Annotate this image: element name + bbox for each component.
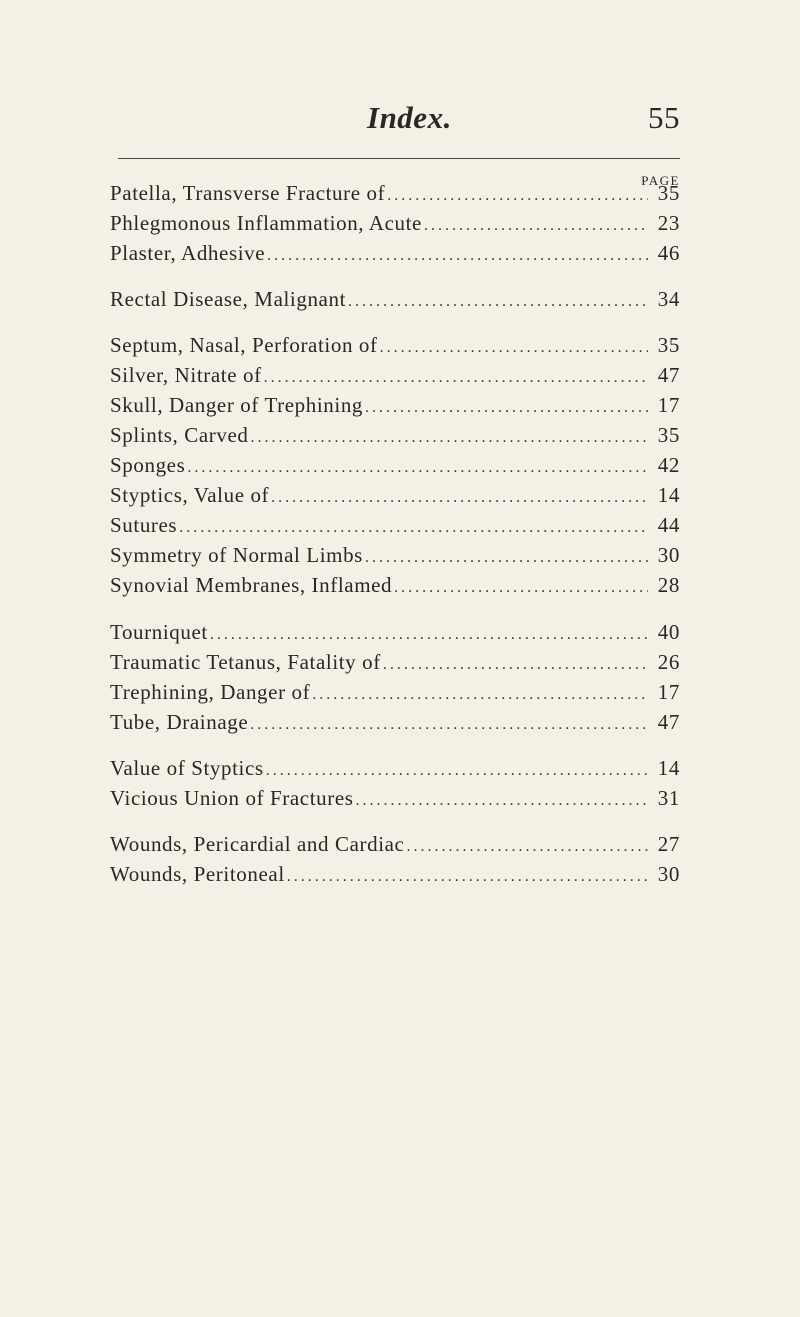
header-rule: [118, 158, 680, 159]
entry-name: Trephining, Danger of: [110, 680, 311, 704]
index-entry: [110, 710, 680, 740]
dot-leader: [264, 369, 648, 387]
dot-leader: [179, 519, 648, 537]
index-entry: [110, 862, 680, 892]
entry-page: 17: [657, 393, 680, 417]
dot-leader: [266, 762, 648, 780]
dot-leader: [210, 626, 648, 644]
dot-leader: [312, 686, 648, 704]
entry-page: 14: [657, 756, 680, 780]
index-entry: [110, 181, 680, 211]
entry-page: 35: [657, 333, 680, 357]
entry-page: 30: [657, 862, 680, 886]
dot-leader: [365, 399, 648, 417]
entry-page: 46: [657, 241, 680, 265]
entry-page: 27: [657, 832, 680, 856]
index-entry: [110, 620, 680, 650]
index-entry: [110, 756, 680, 786]
index-entry: [110, 423, 680, 453]
dot-leader: [406, 838, 648, 856]
dot-leader: [251, 429, 649, 447]
entry-name: Skull, Danger of Trephining: [110, 393, 364, 417]
dot-leader: [267, 247, 648, 265]
entry-name: Plaster, Adhesive: [110, 241, 266, 265]
entry-page: 44: [657, 513, 680, 537]
entry-name: Tourniquet: [110, 620, 208, 644]
entry-name: Tube, Drainage: [110, 710, 249, 734]
dot-leader: [365, 549, 648, 567]
entry-page: 31: [657, 786, 680, 810]
dot-leader: [387, 187, 648, 205]
entry-name: Silver, Nitrate of: [110, 363, 262, 387]
index-entry: [110, 543, 680, 573]
entry-page: 26: [657, 650, 680, 674]
index-entry: [110, 832, 680, 862]
entry-name: Symmetry of Normal Limbs: [110, 543, 363, 567]
entry-name: Sutures: [110, 513, 178, 537]
page-column-label: PAGE: [641, 173, 680, 188]
entry-page: 34: [657, 287, 680, 311]
page-title: Index.: [367, 100, 452, 135]
dot-leader: [271, 489, 648, 507]
dot-leader: [380, 339, 648, 357]
entry-page: 14: [657, 483, 680, 507]
index-entry: [110, 287, 680, 317]
dot-leader: [356, 792, 648, 810]
page-number: 55: [648, 100, 680, 135]
index-entry: [110, 650, 680, 680]
index-entry: [110, 680, 680, 710]
dot-leader: [383, 656, 648, 674]
entry-name: Phlegmonous Inflammation, Acute: [110, 211, 422, 235]
entry-page: 47: [657, 710, 680, 734]
index-entry: [110, 363, 680, 393]
index-entry: [110, 573, 680, 603]
index-entry: [110, 786, 680, 816]
index-entry: [110, 211, 680, 241]
entry-name: Wounds, Pericardial and Cardiac: [110, 832, 405, 856]
entry-name: Wounds, Peritoneal: [110, 862, 285, 886]
index-entry: [110, 453, 680, 483]
entry-page: 35: [657, 181, 680, 205]
entry-page: 40: [657, 620, 680, 644]
entry-name: Sponges: [110, 453, 186, 477]
entry-name: Styptics, Value of: [110, 483, 270, 507]
entry-page: 42: [657, 453, 680, 477]
entry-name: Septum, Nasal, Perforation of: [110, 333, 378, 357]
entry-name: Rectal Disease, Malignant: [110, 287, 347, 311]
entry-name: Splints, Carved: [110, 423, 249, 447]
index-entry: [110, 333, 680, 363]
entry-page: 30: [657, 543, 680, 567]
entry-page: 28: [657, 573, 680, 597]
index-entry: [110, 393, 680, 423]
entry-name: Vicious Union of Fractures: [110, 786, 354, 810]
entry-page: 35: [657, 423, 680, 447]
dot-leader: [348, 293, 648, 311]
index-entry: [110, 483, 680, 513]
entry-page: 47: [657, 363, 680, 387]
dot-leader: [287, 868, 648, 886]
dot-leader: [187, 459, 648, 477]
page-header: [118, 100, 680, 144]
entry-page: 23: [657, 211, 680, 235]
dot-leader: [250, 716, 648, 734]
entry-name: Synovial Membranes, Inflamed: [110, 573, 393, 597]
entry-name: Traumatic Tetanus, Fatality of: [110, 650, 381, 674]
dot-leader: [424, 217, 648, 235]
entry-page: 17: [657, 680, 680, 704]
entry-name: Patella, Transverse Fracture of: [110, 181, 386, 205]
dot-leader: [394, 579, 648, 597]
index-entry: [110, 513, 680, 543]
index-entry: [110, 241, 680, 271]
entry-name: Value of Styptics: [110, 756, 264, 780]
